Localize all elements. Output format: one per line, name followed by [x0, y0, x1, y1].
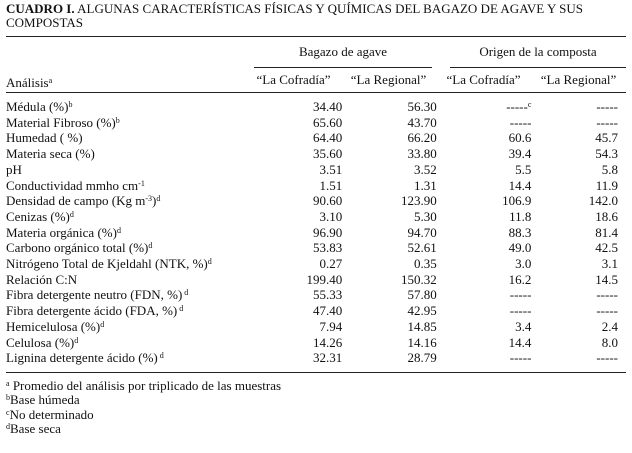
table-row	[6, 178, 626, 194]
cell-value: 199.40	[306, 271, 343, 287]
row-label: Carbono orgánico total (%)$^d$	[6, 240, 153, 256]
table-row	[6, 350, 626, 366]
table-row	[6, 256, 626, 272]
table-row	[6, 115, 626, 131]
table-row	[6, 193, 626, 209]
cell-value: 14.4	[508, 177, 532, 193]
cell-value: 60.6	[508, 130, 532, 146]
cell-value: 45.7	[595, 130, 618, 146]
cell-value: 123.90	[401, 193, 437, 209]
cell-value: 5.8	[601, 161, 618, 177]
cell-value: 3.51	[319, 161, 343, 177]
table-document	[0, 2, 632, 453]
cell-value: 49.0	[508, 240, 532, 256]
cell-value: 57.80	[407, 287, 437, 303]
cell-value: 81.4	[595, 224, 618, 240]
column-header-bagazo-cofradia: “La Cofradía”	[256, 72, 331, 87]
cell-value: 54.3	[595, 146, 618, 162]
row-label: Hemicelulosa (%)$^d$	[6, 318, 105, 334]
cell-value: 47.40	[312, 303, 343, 319]
cell-value: 42.95	[407, 303, 437, 319]
cell-value: 1.51	[319, 177, 343, 193]
cell-value: 3.4	[515, 318, 532, 334]
table-row	[6, 225, 626, 241]
row-label: Material Fibroso (%)$^b$	[6, 114, 120, 130]
data-table	[6, 37, 626, 92]
cell-value: 14.85	[407, 318, 437, 334]
row-label: Materia orgánica (%)$^d$	[6, 224, 121, 240]
cell-value: 3.10	[319, 208, 343, 224]
table-row	[6, 272, 626, 288]
cell-value: -----	[596, 99, 618, 114]
cell-value: 0.27	[319, 256, 343, 272]
row-label: Médula (%)$^b$	[6, 99, 73, 114]
table-title	[6, 2, 626, 30]
row-label: Relación C:N	[6, 271, 78, 287]
row-label: Celulosa (%)$^d$	[6, 334, 79, 350]
cell-value: 18.6	[595, 208, 618, 224]
cell-value: 33.80	[407, 146, 437, 162]
table-row	[6, 209, 626, 225]
cell-value: 7.94	[319, 318, 343, 334]
group-header-composta: Origen de la composta	[450, 37, 626, 68]
cell-value: 142.0	[588, 193, 618, 209]
cell-value: 94.70	[407, 224, 437, 240]
row-label: Materia seca (%)	[6, 146, 95, 162]
row-label: Fibra detergente neutro (FDN, %) $^d$	[6, 287, 189, 303]
cell-value: 32.31	[312, 350, 343, 366]
footnote: $^c$No determinado	[6, 406, 94, 422]
column-header-bagazo-regional: “La Regional”	[350, 72, 427, 87]
header-column-row	[6, 68, 626, 92]
cell-value: 96.90	[312, 224, 343, 240]
table-row	[6, 287, 626, 303]
row-label: Humedad ( %)	[6, 130, 83, 146]
row-label: pH	[6, 161, 22, 177]
table-title-line1: ALGUNAS CARACTERÍSTICAS FÍSICAS Y QUÍMICAS DEL BAGAZO DE AGAVE Y SUS	[77, 1, 584, 16]
cell-value: 1.31	[414, 177, 437, 193]
cell-value: 14.16	[407, 334, 437, 350]
cell-value: 16.2	[508, 271, 532, 287]
cell-value: -----	[509, 303, 532, 319]
cell-value: -----	[509, 350, 532, 366]
cell-value: 53.83	[312, 240, 343, 256]
row-label: Fibra detergente ácido (FDA, %) $^d$	[6, 303, 184, 319]
cell-value: 11.9	[595, 177, 618, 193]
cell-value: 14.4	[508, 334, 532, 350]
table-row	[6, 146, 626, 162]
cell-value: 39.4	[508, 146, 532, 162]
column-header-composta-cofradia: “La Cofradía”	[446, 72, 521, 87]
table-row	[6, 162, 626, 178]
row-label: Conductividad mmho $cm^{-1}$	[6, 177, 145, 193]
table-title-line2: COMPOSTAS	[6, 15, 83, 30]
cell-value: 0.35	[414, 256, 437, 272]
cell-value: 34.40	[312, 99, 343, 114]
cell-value: 3.1	[601, 256, 618, 272]
cell-value: 3.52	[414, 161, 437, 177]
cell-value: 90.60	[312, 193, 343, 209]
cell-value: -----	[596, 350, 618, 366]
cell-value: -----	[596, 287, 618, 303]
cell-value: 52.61	[407, 240, 437, 256]
cell-value: -----	[596, 114, 618, 130]
bottom-rule	[6, 372, 626, 373]
cell-value: 11.8	[509, 208, 532, 224]
data-table-body	[6, 93, 626, 366]
cell-value: 56.30	[407, 99, 437, 114]
cell-value: 8.0	[601, 334, 618, 350]
cell-value: 88.3	[508, 224, 532, 240]
cell-value: 66.20	[407, 130, 437, 146]
cell-value: -----$^c$	[506, 99, 532, 114]
cell-value: 14.26	[312, 334, 343, 350]
cell-value: -----	[509, 114, 532, 130]
row-label: Nitrógeno Total de Kjeldahl (NTK, %)$^d$	[6, 256, 212, 272]
cell-value: 150.32	[401, 271, 437, 287]
table-row	[6, 335, 626, 351]
cell-value: 65.60	[312, 114, 343, 130]
table-title-label: CUADRO I.	[6, 1, 75, 16]
footnote: $^b$Base húmeda	[6, 392, 80, 408]
header-group-row	[6, 37, 626, 68]
group-header-bagazo: Bagazo de agave	[254, 37, 432, 68]
cell-value: 5.30	[414, 208, 437, 224]
cell-value: 35.60	[312, 146, 343, 162]
table-row	[6, 99, 626, 115]
cell-value: -----	[596, 303, 618, 319]
row-label: Densidad de campo (Kg $m^{-3})^d$	[6, 193, 161, 209]
cell-value: 3.0	[515, 256, 532, 272]
table-row	[6, 240, 626, 256]
column-header-composta-regional: “La Regional”	[540, 72, 617, 87]
column-header-analysis: Análisis$^a$	[6, 75, 53, 90]
table-row	[6, 303, 626, 319]
cell-value: 14.5	[595, 271, 618, 287]
footnote: $^a$ Promedio del análisis por triplicado de las muestras	[6, 377, 282, 393]
footnote: $^d$Base seca	[6, 421, 61, 437]
cell-value: 64.40	[312, 130, 343, 146]
row-label: Cenizas (%)$^d$	[6, 208, 74, 224]
cell-value: 2.4	[601, 318, 618, 334]
table-row	[6, 130, 626, 146]
cell-value: 55.33	[312, 287, 343, 303]
footnotes	[6, 379, 626, 437]
table-row	[6, 319, 626, 335]
cell-value: 43.70	[407, 114, 437, 130]
row-label: Lignina detergente ácido (%) $^d$	[6, 350, 164, 366]
cell-value: 28.79	[407, 350, 437, 366]
cell-value: -----	[509, 287, 532, 303]
cell-value: 42.5	[595, 240, 618, 256]
cell-value: 106.9	[502, 193, 532, 209]
cell-value: 5.5	[515, 161, 532, 177]
